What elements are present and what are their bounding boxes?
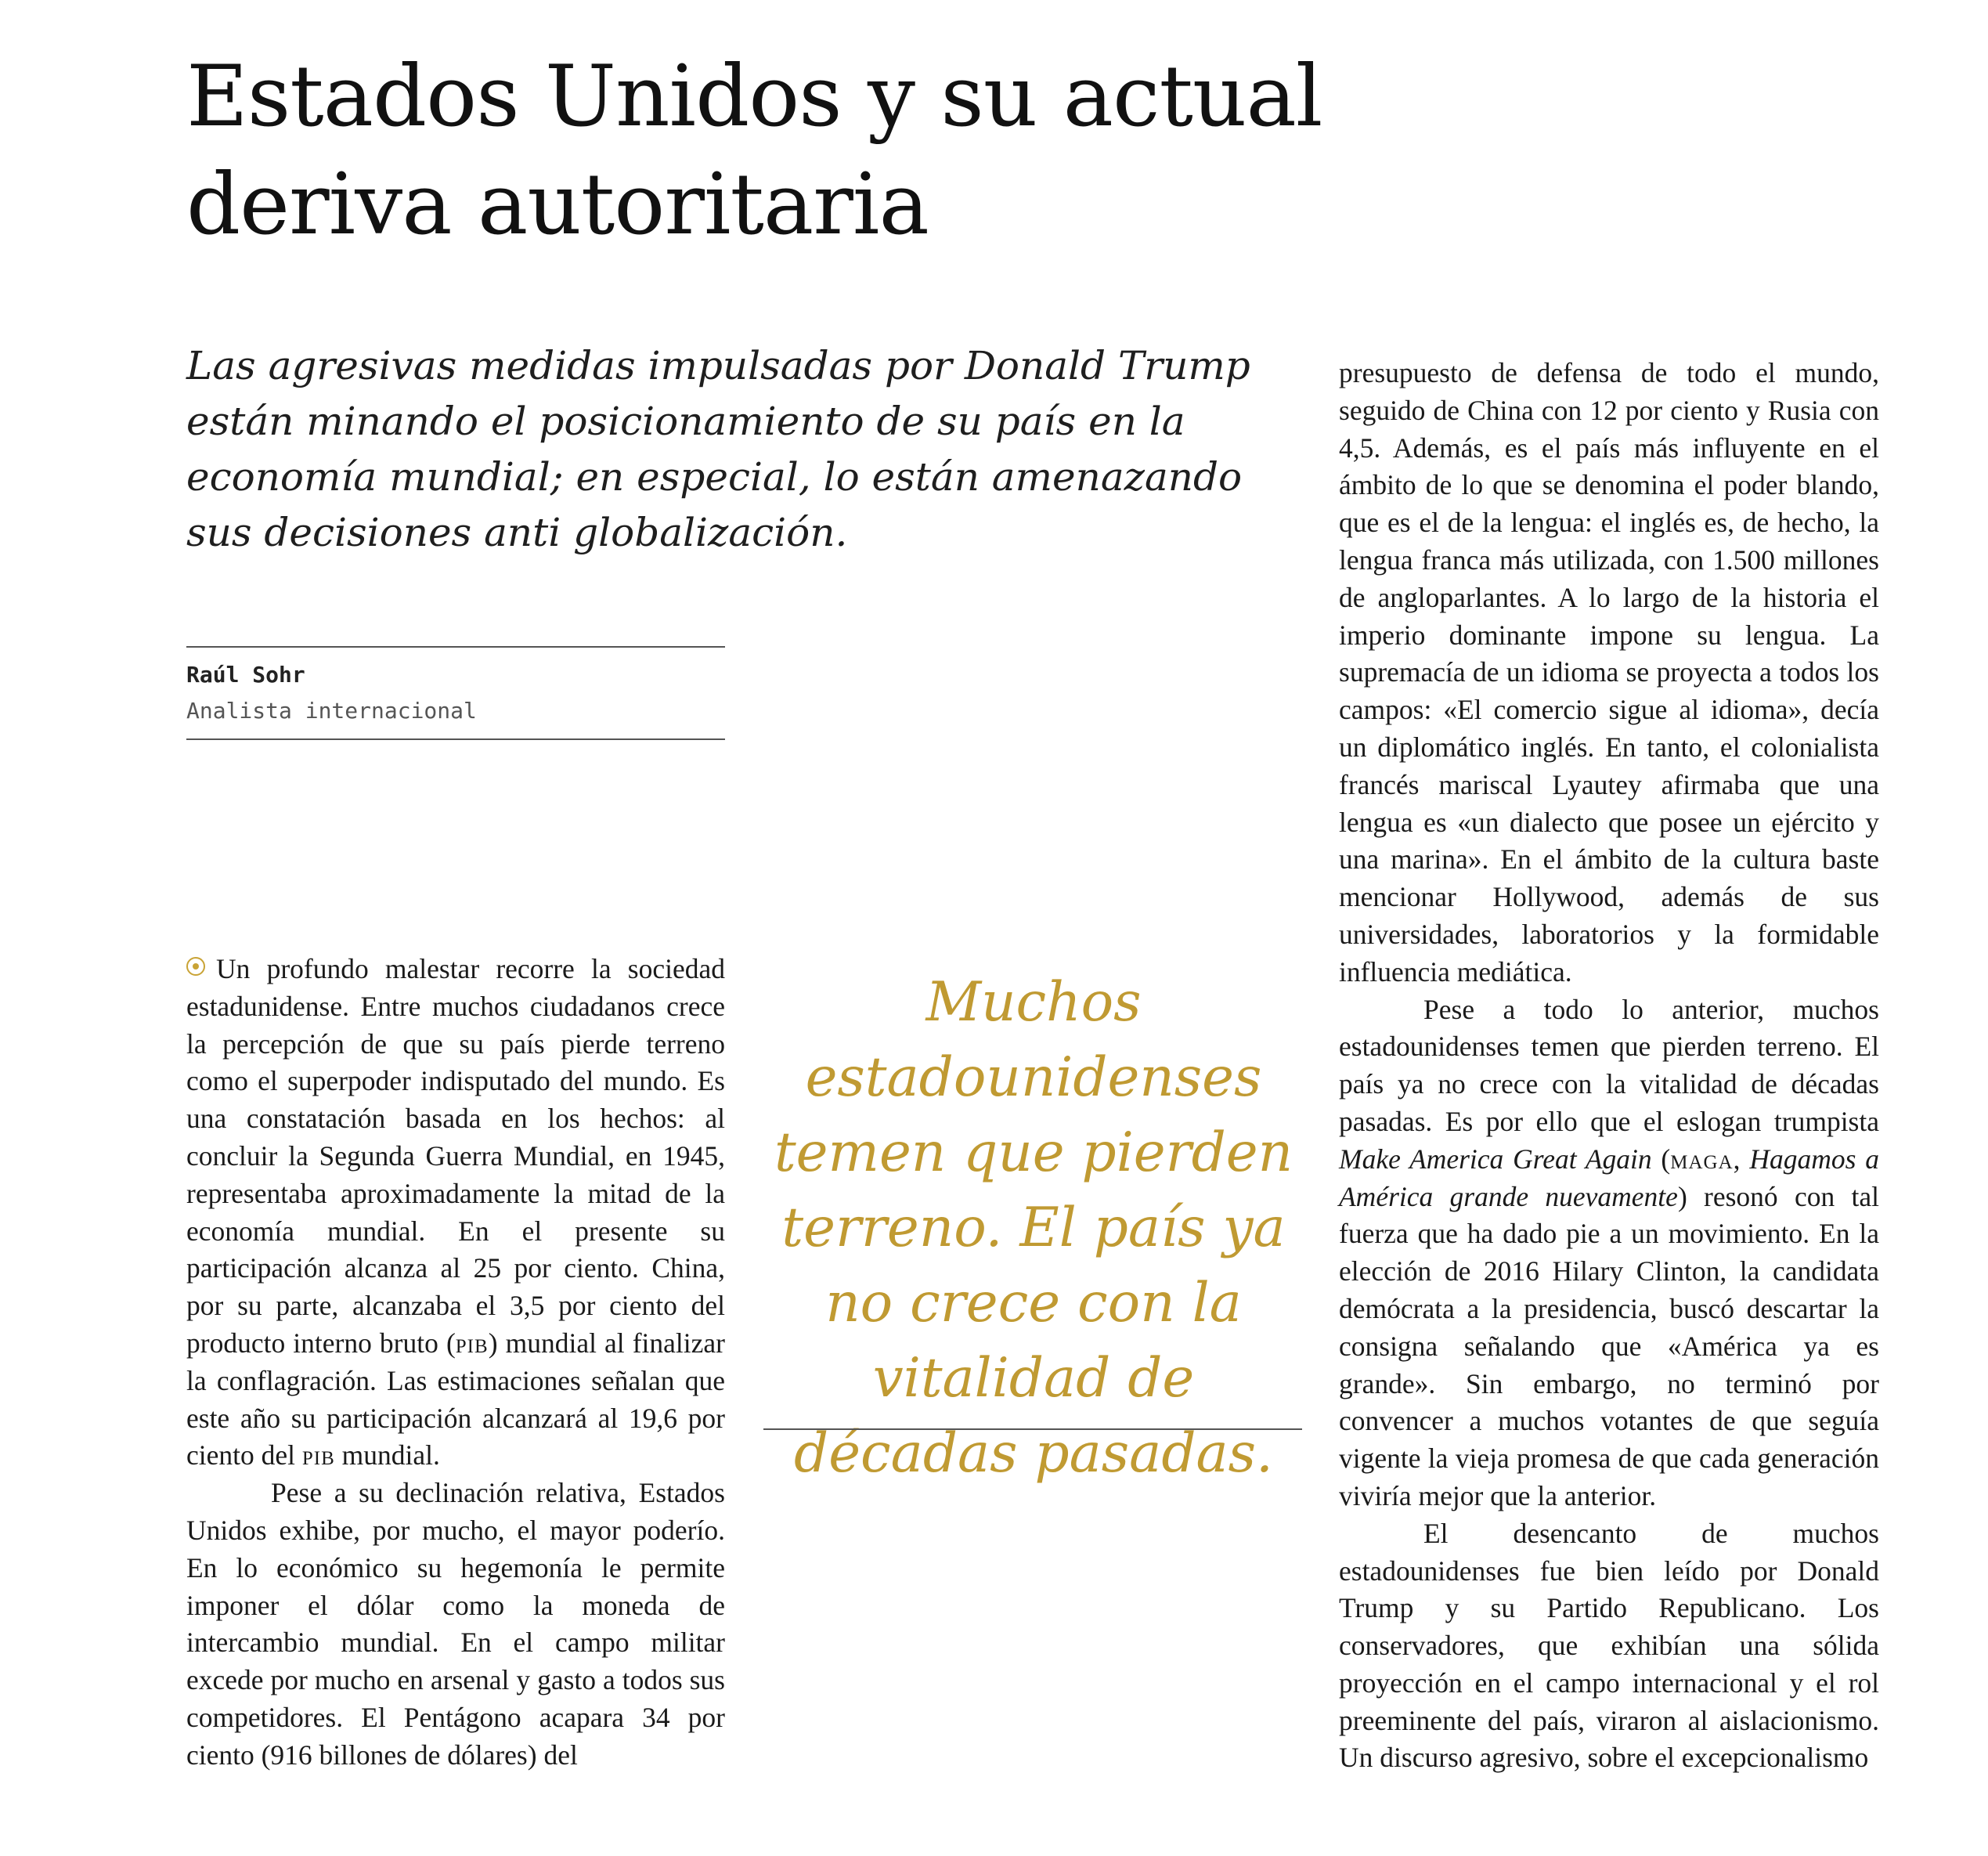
pull-quote-rule [763, 1428, 1302, 1430]
body-paragraph: Pese a todo lo anterior, muchos estadounidenses temen que pierden terreno. El país ya no crece con la vitalidad de décadas pasadas. Es por ello que el eslogan trumpista Make America Great Again (maga, Hagamos a América grande nuevamente) resonó con tal fuerza que ha dado pie a un movimiento. En la elección de 2016 Hilary Clinton, la candidata demócrata a la presidencia, buscó descartar la consigna señalando que «América ya es grande». Sin embargo, no terminó por convencer a muchos votantes de que seguía vigente la vieja promesa de que cada generación viviría mejor que la anterior. [1339, 993, 1880, 1511]
slogan-translation: Hagamos a América grande nuevamente [1339, 1143, 1880, 1212]
body-paragraph: presupuesto de defensa de todo el mundo, seguido de China con 12 por ciento y Rusia con 4,5. Además, es el país más influyente en el ámbito de lo que se denomina el poder blando, que es el de la lengua: el inglés es, de hecho, la lengua franca más utilizada, con 1.500 millones de angloparlantes. A lo largo de la historia el imperio dominante impone su lengua. La supremacía de un idioma se proyecta a todos los campos: «El comercio sigue al idioma», decía un diplomático inglés. En tanto, el colonialista francés mariscal Lyautey afirmaba que una lengua es «un dialecto que posee un ejército y una marina». En el ámbito de la cultura baste mencionar Hollywood, además de sus universidades, laboratorios y la formidable influencia mediática. [1339, 357, 1879, 988]
body-column-right [1339, 355, 1879, 1777]
author-name: Raúl Sohr [186, 662, 305, 688]
slogan: Make America Great Again [1339, 1143, 1652, 1175]
pull-quote: Muchos estadounidenses temen que pierden terreno. El país ya no crece con la vitalidad de décadas pasadas. [774, 971, 1293, 1485]
flower-ornament-icon [186, 957, 205, 976]
abbreviation: pib [455, 1327, 489, 1359]
byline [186, 646, 725, 740]
abbreviation: pib [301, 1439, 335, 1471]
article-lede: Las agresivas medidas impulsadas por Donald Trump están minando el posicionamiento de su país en la economía mundial; en especial, lo están amenazando sus decisiones anti globalización. [186, 343, 1250, 555]
author-role: Analista internacional [186, 698, 477, 724]
body-column-left [186, 951, 725, 1775]
body-paragraph: Un profundo malestar recorre la sociedad estadunidense. Entre muchos ciudadanos crece la percepción de que su país pierde terreno como el superpoder indisputado del mundo. Es una constatación basada en los hechos: al concluir la Segunda Guerra Mundial, en 1945, representaba aproximadamente la mitad de la economía mundial. En el presente su participación alcanza al 25 por ciento. China, por su parte, alcanzaba el 3,5 por ciento del producto interno bruto (pib) mundial al finalizar la conflagración. Las estimaciones señalan que este año su participación alcanzará al 19,6 por ciento del pib mundial. [186, 953, 725, 1471]
body-paragraph: El desencanto de muchos estadounidenses fue bien leído por Donald Trump y su Partido Republicano. Los conservadores, que exhibían una sólida proyección en el campo internacional y el rol preeminente del país, viraron al aislacionismo. Un discurso agresivo, sobre el excepcionalismo [1339, 1517, 1879, 1774]
body-paragraph: Pese a su declinación relativa, Estados Unidos exhibe, por mucho, el mayor poderío. En lo económico su hegemonía le permite imponer el dólar como la moneda de intercambio mundial. En el campo militar excede por mucho en arsenal y gasto a todos sus competidores. El Pentágono acapara 34 por ciento (916 billones de dólares) del [186, 1477, 725, 1771]
byline-bottom-rule [186, 738, 725, 740]
byline-top-rule [186, 646, 725, 648]
abbreviation: maga [1670, 1143, 1734, 1175]
article-title: Estados Unidos y su actual deriva autoritaria [186, 48, 1322, 254]
